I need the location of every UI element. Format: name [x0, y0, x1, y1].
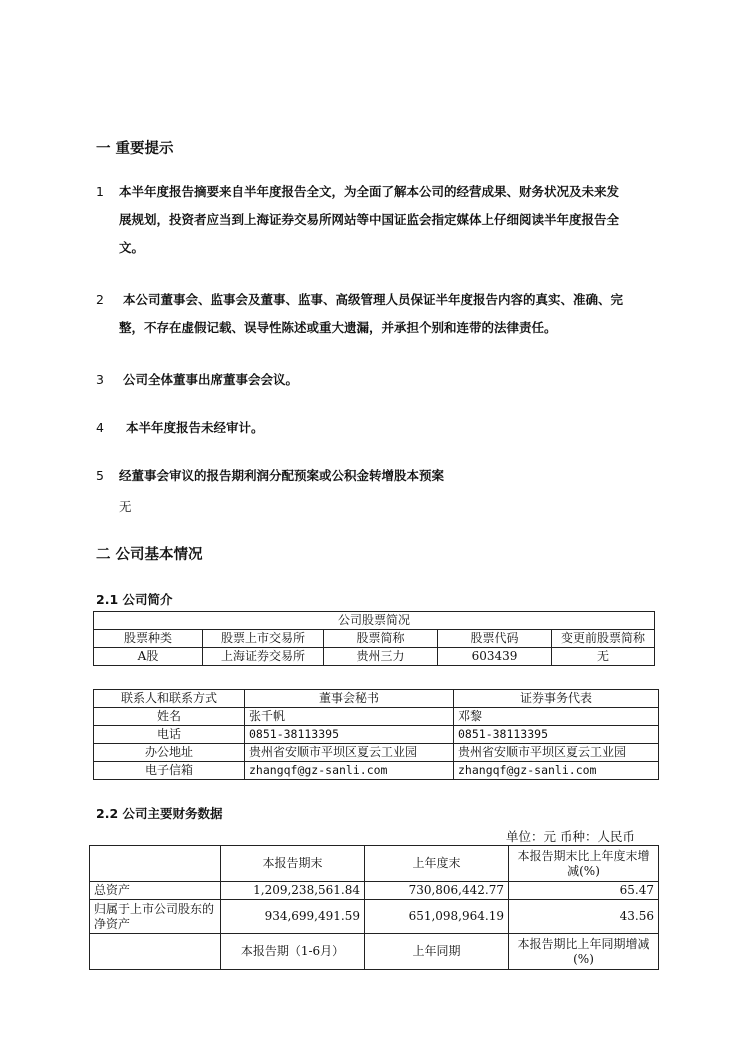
- stock-cell: 无: [552, 648, 655, 666]
- item-1-line-1: 本半年度报告摘要来自半年度报告全文，为全面了解本公司的经营成果、财务状况及未来发: [119, 184, 620, 199]
- stock-header: 股票种类: [94, 630, 203, 648]
- item-5-answer: 无: [119, 499, 132, 514]
- contact-label: 电话: [94, 726, 245, 744]
- contact-table: [93, 689, 659, 780]
- item-number: 3: [96, 372, 104, 387]
- item-number: 2: [96, 292, 104, 307]
- section-title-important: 一 重要提示: [96, 141, 174, 157]
- stock-table-caption: 公司股票简况: [94, 612, 655, 630]
- subsection-financial-data: 2.2 公司主要财务数据: [96, 806, 223, 821]
- item-5: [96, 462, 666, 490]
- fin-header: 本报告期末比上年度末增减(%): [509, 846, 659, 882]
- item-3-text: 公司全体董事出席董事会会议。: [123, 372, 299, 387]
- fin-cell: 934,699,491.59: [221, 900, 365, 934]
- stock-table: [93, 611, 655, 666]
- contact-label: 办公地址: [94, 744, 245, 762]
- fin-cell: 1,209,238,561.84: [221, 882, 365, 900]
- contact-cell: 贵州省安顺市平坝区夏云工业园: [454, 744, 659, 762]
- fin-cell: 651,098,964.19: [365, 900, 509, 934]
- item-number: 1: [96, 184, 104, 199]
- stock-header: 股票上市交易所: [203, 630, 324, 648]
- contact-header: 证券事务代表: [454, 690, 659, 708]
- contact-cell: 张千帆: [245, 708, 454, 726]
- stock-header: 股票代码: [438, 630, 552, 648]
- item-4-text: 本半年度报告未经审计。: [126, 420, 264, 435]
- contact-label: 姓名: [94, 708, 245, 726]
- item-1-line-2: 展规划，投资者应当到上海证券交易所网站等中国证监会指定媒体上仔细阅读半年度报告全: [119, 212, 620, 227]
- contact-cell: 0851-38113395: [245, 726, 454, 744]
- financial-table: [89, 845, 659, 970]
- fin-header-empty: [90, 934, 221, 970]
- contact-email: zhangqf@gz-sanli.com: [245, 762, 454, 780]
- fin-header: 本报告期末: [221, 846, 365, 882]
- contact-email: zhangqf@gz-sanli.com: [454, 762, 659, 780]
- item-1-line-3: 文。: [119, 240, 145, 255]
- fin-cell: 65.47: [509, 882, 659, 900]
- section-title-basic-info: 二 公司基本情况: [96, 547, 203, 563]
- fin-header: 本报告期（1-6月）: [221, 934, 365, 970]
- item-2-line-2: 整，不存在虚假记载、误导性陈述或重大遗漏，并承担个别和连带的法律责任。: [119, 320, 557, 335]
- item-2-line-1: 本公司董事会、监事会及董事、监事、高级管理人员保证半年度报告内容的真实、准确、完: [123, 292, 624, 307]
- fin-header-empty: [90, 846, 221, 882]
- contact-label: 电子信箱: [94, 762, 245, 780]
- stock-cell: A股: [94, 648, 203, 666]
- fin-header: 上年度末: [365, 846, 509, 882]
- item-5-text: 经董事会审议的报告期利润分配预案或公积金转增股本预案: [119, 468, 445, 483]
- fin-row-label: 归属于上市公司股东的净资产: [90, 900, 221, 934]
- stock-header: 股票简称: [324, 630, 438, 648]
- stock-cell: 贵州三力: [324, 648, 438, 666]
- fin-cell: 43.56: [509, 900, 659, 934]
- item-4: [96, 414, 666, 442]
- fin-row-label: 总资产: [90, 882, 221, 900]
- contact-cell: 0851-38113395: [454, 726, 659, 744]
- contact-header: 联系人和联系方式: [94, 690, 245, 708]
- item-2: [96, 286, 666, 342]
- stock-cell: 上海证券交易所: [203, 648, 324, 666]
- fin-header: 本报告期比上年同期增减(%): [509, 934, 659, 970]
- stock-cell: 603439: [438, 648, 552, 666]
- fin-cell: 730,806,442.77: [365, 882, 509, 900]
- subsection-company-intro: 2.1 公司简介: [96, 592, 173, 607]
- fin-header: 上年同期: [365, 934, 509, 970]
- contact-header: 董事会秘书: [245, 690, 454, 708]
- item-3: [96, 366, 666, 394]
- contact-cell: 邓黎: [454, 708, 659, 726]
- contact-cell: 贵州省安顺市平坝区夏云工业园: [245, 744, 454, 762]
- item-number: 4: [96, 420, 104, 435]
- unit-note: 单位：元 币种：人民币: [506, 829, 635, 844]
- item-number: 5: [96, 468, 104, 483]
- item-1: [96, 178, 666, 262]
- stock-header: 变更前股票简称: [552, 630, 655, 648]
